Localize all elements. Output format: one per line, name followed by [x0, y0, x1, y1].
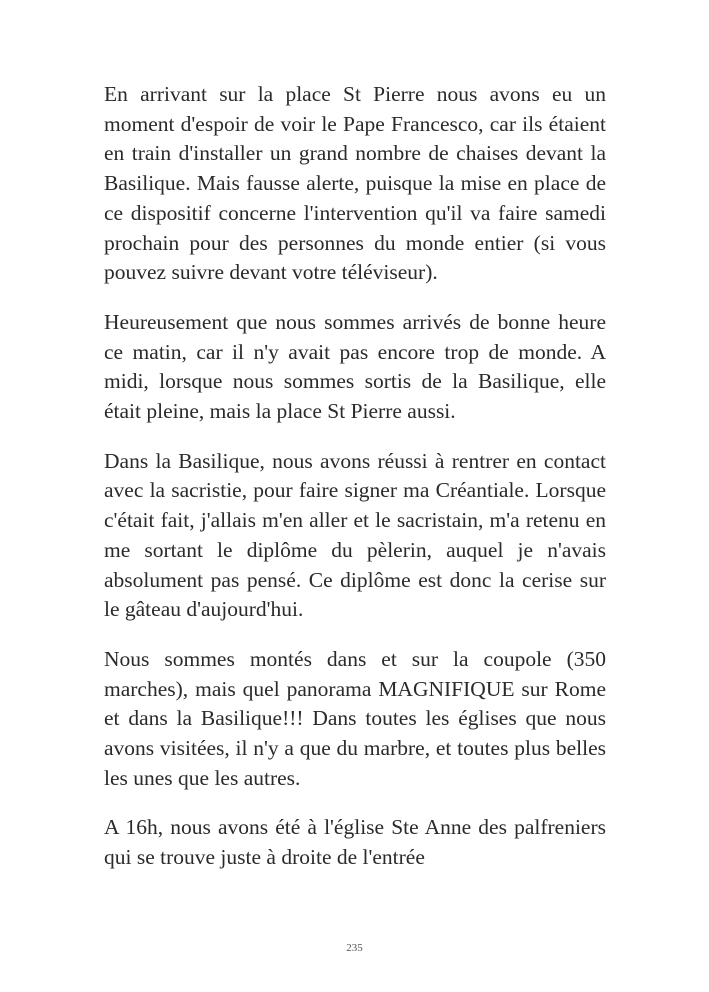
paragraph-4: Nous sommes montés dans et sur la coupole (350 marches), mais quel panorama MAGNIFIQUE sur Rome et dans la Basilique!!! Dans toutes les églises que nous avons visitées, il n'y a que du marbre, et toutes plus belles les unes que les autres. [104, 646, 606, 790]
paragraph-1: En arrivant sur la place St Pierre nous avons eu un moment d'espoir de voir le Pape Francesco, car ils étaient en train d'installer un grand nombre de chaises devant la Basilique. Mais fausse alerte, puisque la mise en place de ce dispositif concerne l'intervention qu'il va faire samedi prochain pour des personnes du monde entier (si vous pouvez suivre devant votre téléviseur). [104, 82, 606, 285]
paragraph-3: Dans la Basilique, nous avons réussi à rentrer en contact avec la sacristie, pour faire signer ma Créantiale. Lorsque c'était fait, j'allais m'en aller et le sacristain, m'a retenu en me sortant le diplôme du pèlerin, auquel je n'avais absolument pas pensé. Ce diplôme est donc la cerise sur le gâteau d'aujourd'hui. [104, 448, 606, 622]
body-text [104, 80, 606, 893]
paragraph-2: Heureusement que nous sommes arrivés de bonne heure ce matin, car il n'y avait pas encore trop de monde. A midi, lorsque nous sommes sortis de la Basilique, elle était pleine, mais la place St Pierre aussi. [104, 309, 606, 424]
paragraph-5: A 16h, nous avons été à l'église Ste Anne des palfreniers qui se trouve juste à droite de l'entrée [104, 815, 606, 870]
page-number: 235 [346, 942, 363, 954]
